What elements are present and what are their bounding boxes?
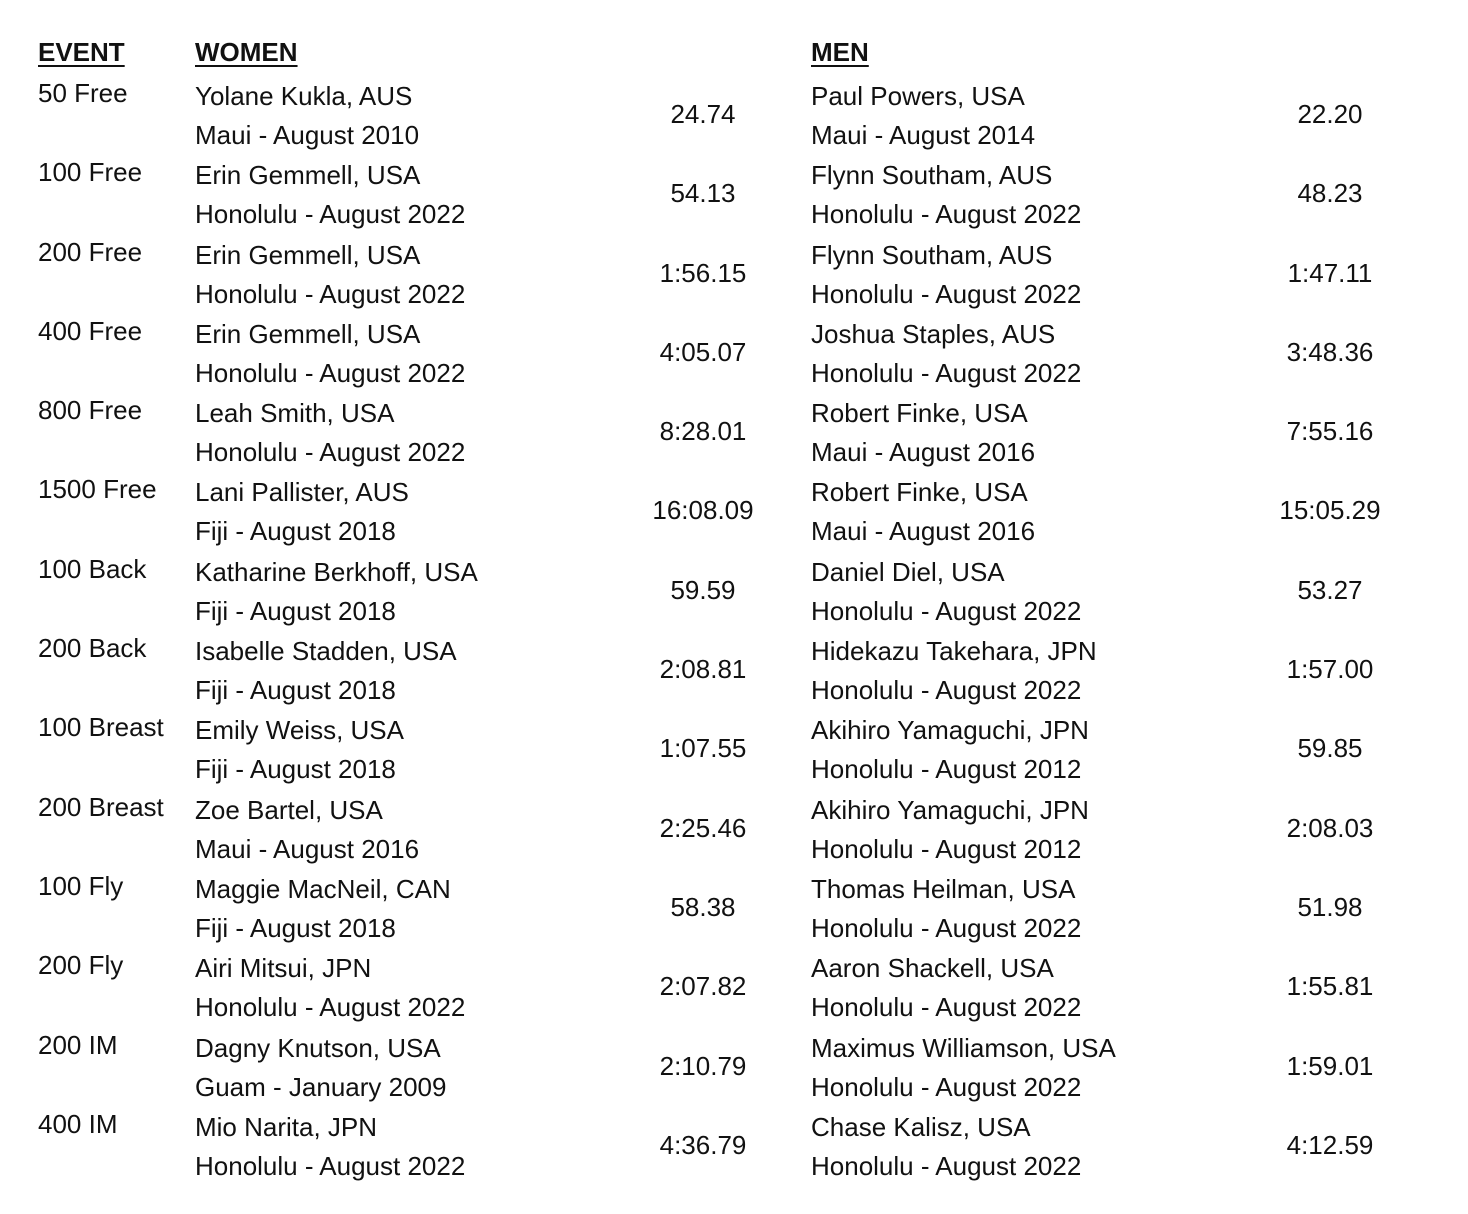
women-record-holder: Yolane Kukla, AUS — [195, 81, 413, 111]
event-label: 100 Back — [38, 553, 147, 584]
men-record-time: 59.85 — [1297, 733, 1363, 764]
men-record-location: Honolulu - August 2022 — [811, 1071, 1082, 1102]
event-label: 50 Free — [38, 78, 128, 108]
table-row — [0, 472, 1468, 551]
women-record-holder: Leah Smith, USA — [195, 398, 395, 429]
women-record-time: 54.13 — [670, 178, 736, 209]
men-record-location: Honolulu - August 2022 — [811, 199, 1082, 230]
men-record-holder: Daniel Diel, USA — [811, 556, 1005, 587]
men-record-time: 2:08.03 — [1286, 812, 1374, 843]
table-row — [0, 1107, 1468, 1186]
women-record-holder: Isabelle Stadden, USA — [195, 636, 457, 667]
women-record-location: Fiji - August 2018 — [195, 516, 396, 547]
event-label: 200 Free — [38, 236, 143, 267]
women-record-holder: Maggie MacNeil, CAN — [195, 873, 451, 904]
women-record-location: Fiji - August 2018 — [195, 595, 396, 626]
men-record-time: 48.23 — [1297, 178, 1363, 209]
women-record-location: Fiji - August 2018 — [195, 675, 396, 706]
women-record-holder: Katharine Berkhoff, USA — [195, 556, 478, 587]
men-record-location: Honolulu - August 2012 — [811, 833, 1082, 864]
event-label: 100 Fly — [38, 870, 124, 901]
men-record-location: Honolulu - August 2022 — [811, 357, 1082, 388]
men-record-holder: Joshua Staples, AUS — [811, 318, 1056, 349]
table-row — [0, 710, 1468, 789]
men-record-location: Maui - August 2016 — [811, 516, 1036, 547]
men-record-holder: Hidekazu Takehara, JPN — [811, 636, 1097, 667]
women-record-location: Honolulu - August 2022 — [195, 992, 466, 1023]
women-record-holder: Zoe Bartel, USA — [195, 794, 383, 825]
women-record-time: 2:08.81 — [659, 654, 747, 685]
table-row — [0, 869, 1468, 948]
men-record-time: 15:05.29 — [1279, 495, 1381, 526]
men-record-time: 7:55.16 — [1286, 416, 1374, 447]
table-row — [0, 235, 1468, 314]
men-record-location: Honolulu - August 2022 — [811, 1150, 1082, 1181]
table-row — [0, 314, 1468, 393]
men-record-location: Maui - August 2016 — [811, 437, 1036, 468]
men-record-holder: Paul Powers, USA — [811, 81, 1025, 111]
men-record-holder: Akihiro Yamaguchi, JPN — [811, 794, 1089, 825]
men-record-location: Honolulu - August 2022 — [811, 912, 1082, 943]
women-record-time: 58.38 — [670, 891, 736, 922]
women-record-time: 59.59 — [670, 574, 736, 605]
men-record-time: 51.98 — [1297, 891, 1363, 922]
event-label: 200 Breast — [38, 791, 164, 822]
men-record-holder: Akihiro Yamaguchi, JPN — [811, 715, 1089, 746]
event-header: EVENT — [38, 37, 125, 67]
men-record-holder: Thomas Heilman, USA — [811, 873, 1076, 904]
men-record-time: 1:47.11 — [1287, 257, 1373, 288]
event-label: 800 Free — [38, 395, 143, 426]
event-label: 200 IM — [38, 1029, 118, 1060]
women-record-holder: Erin Gemmell, USA — [195, 239, 421, 270]
men-record-holder: Flynn Southam, AUS — [811, 239, 1053, 270]
table-row — [0, 790, 1468, 869]
event-label: 100 Free — [38, 157, 143, 188]
women-record-time: 1:07.55 — [659, 733, 747, 764]
table-row — [0, 1028, 1468, 1107]
event-label: 200 Back — [38, 633, 147, 664]
women-header: WOMEN — [195, 37, 298, 67]
table-row — [0, 155, 1468, 234]
event-label: 100 Breast — [38, 712, 164, 743]
records-table — [0, 76, 1468, 1186]
men-record-holder: Robert Finke, USA — [811, 398, 1028, 429]
women-record-time: 16:08.09 — [652, 495, 754, 526]
men-record-time: 1:55.81 — [1286, 971, 1374, 1002]
table-row — [0, 552, 1468, 631]
women-record-holder: Airi Mitsui, JPN — [195, 953, 372, 984]
women-record-time: 4:05.07 — [659, 336, 747, 367]
women-record-location: Honolulu - August 2022 — [195, 1150, 466, 1181]
women-record-location: Fiji - August 2018 — [195, 754, 396, 785]
women-record-location: Honolulu - August 2022 — [195, 437, 466, 468]
women-record-location: Honolulu - August 2022 — [195, 278, 466, 309]
women-record-location: Maui - August 2010 — [195, 120, 420, 150]
table-row — [0, 631, 1468, 710]
men-header: MEN — [811, 37, 869, 67]
men-record-time: 1:57.00 — [1286, 654, 1374, 685]
men-record-time: 3:48.36 — [1286, 336, 1374, 367]
women-record-location: Honolulu - August 2022 — [195, 357, 466, 388]
event-label: 400 Free — [38, 315, 143, 346]
women-record-holder: Lani Pallister, AUS — [195, 477, 409, 508]
event-label: 400 IM — [38, 1108, 118, 1139]
event-label: 200 Fly — [38, 950, 124, 981]
men-record-location: Honolulu - August 2022 — [811, 992, 1082, 1023]
women-record-holder: Erin Gemmell, USA — [195, 160, 421, 191]
men-record-location: Honolulu - August 2012 — [811, 754, 1082, 785]
men-record-location: Honolulu - August 2022 — [811, 278, 1082, 309]
men-record-holder: Flynn Southam, AUS — [811, 160, 1053, 191]
men-record-holder: Maximus Williamson, USA — [811, 1032, 1116, 1063]
event-label: 1500 Free — [38, 474, 157, 505]
men-record-time: 53.27 — [1297, 574, 1363, 605]
women-record-time: 1:56.15 — [659, 257, 747, 288]
table-row — [0, 76, 1468, 155]
women-record-time: 8:28.01 — [659, 416, 747, 447]
women-record-location: Guam - January 2009 — [195, 1071, 447, 1102]
men-record-time: 22.20 — [1297, 99, 1363, 129]
women-record-location: Fiji - August 2018 — [195, 912, 396, 943]
women-record-holder: Mio Narita, JPN — [195, 1111, 378, 1142]
men-record-holder: Chase Kalisz, USA — [811, 1111, 1031, 1142]
women-record-time: 24.74 — [670, 99, 736, 129]
table-row — [0, 393, 1468, 472]
women-record-holder: Erin Gemmell, USA — [195, 318, 421, 349]
men-record-location: Honolulu - August 2022 — [811, 595, 1082, 626]
men-record-location: Honolulu - August 2022 — [811, 675, 1082, 706]
men-record-holder: Aaron Shackell, USA — [811, 953, 1054, 984]
women-record-holder: Dagny Knutson, USA — [195, 1032, 441, 1063]
women-record-time: 2:25.46 — [659, 812, 747, 843]
women-record-location: Honolulu - August 2022 — [195, 199, 466, 230]
men-record-holder: Robert Finke, USA — [811, 477, 1028, 508]
women-record-time: 2:10.79 — [659, 1050, 747, 1081]
women-record-time: 2:07.82 — [659, 971, 747, 1002]
men-record-location: Maui - August 2014 — [811, 120, 1036, 150]
women-record-time: 4:36.79 — [659, 1129, 747, 1160]
women-record-location: Maui - August 2016 — [195, 833, 420, 864]
men-record-time: 4:12.59 — [1286, 1129, 1374, 1160]
men-record-time: 1:59.01 — [1286, 1050, 1374, 1081]
table-row — [0, 948, 1468, 1027]
women-record-holder: Emily Weiss, USA — [195, 715, 404, 746]
